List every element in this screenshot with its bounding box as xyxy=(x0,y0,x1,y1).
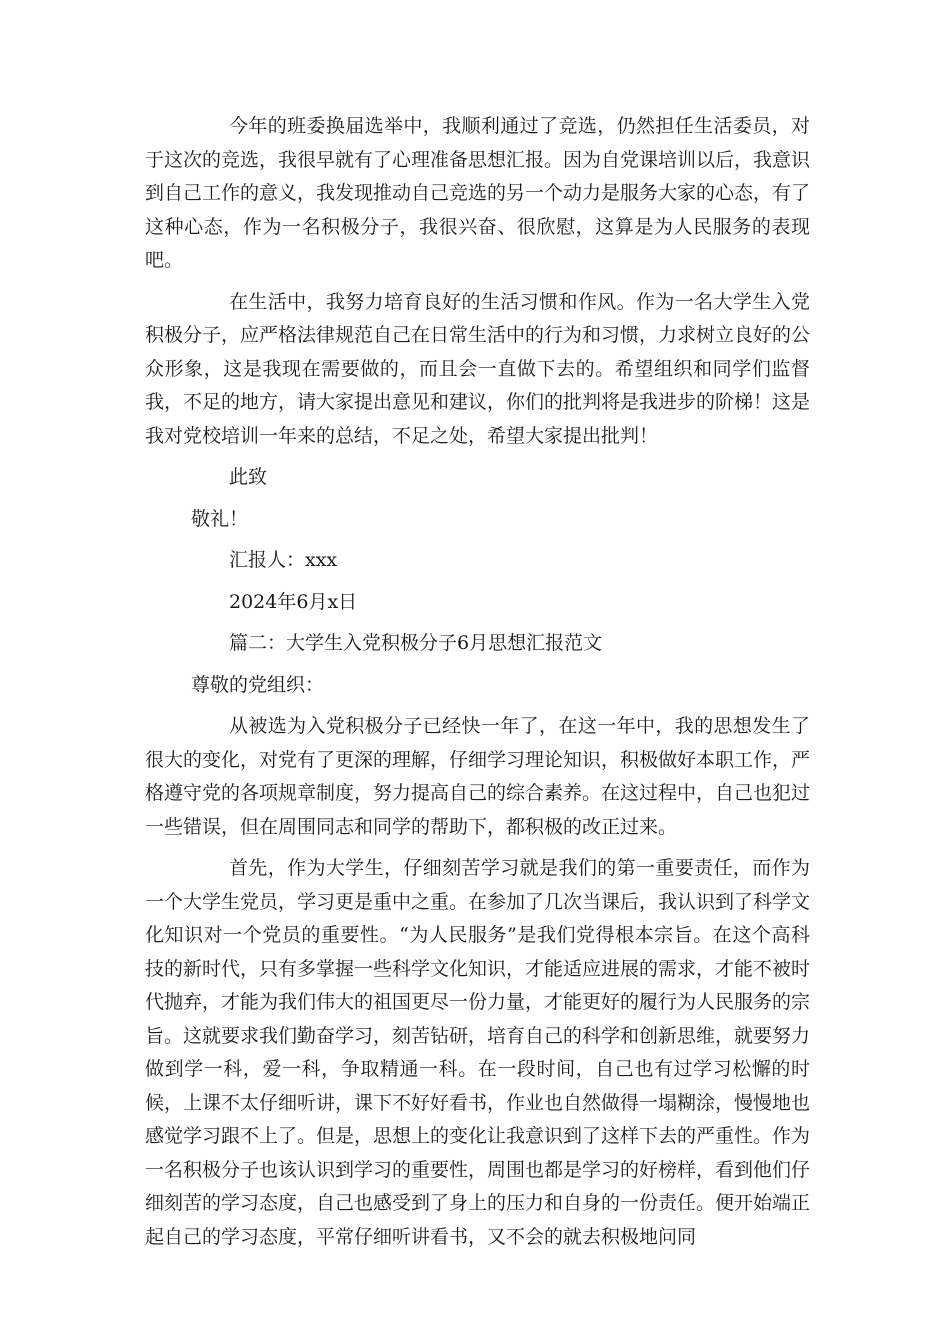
document-body xyxy=(145,110,810,1262)
paragraph-one-year-change: 从被选为入党积极分子已经快一年了，在这一年中，我的思想发生了很大的变化，对党有了更深的理解，仔细学习理论知识，积极做好本职工作，严格遵守党的各项规章制度，努力提高自己的综合素养。在这过程中，自己也犯过一些错误，但在周围同志和同学的帮助下，都积极的改正过来。 xyxy=(145,715,811,838)
report-date: 2024年6月x日 xyxy=(229,590,358,613)
closing-phrase: 此致 xyxy=(229,466,268,488)
section-heading: 篇二：大学生入党积极分子6月思想汇报范文 xyxy=(229,632,603,654)
reporter-signature: 汇报人：xxx xyxy=(229,549,338,571)
paragraph-class-election: 今年的班委换届选举中，我顺利通过了竞选，仍然担任生活委员，对于这次的竞选，我很早就有了心理准备思想汇报。因为自党课培训以后，我意识到自己工作的意义，我发现推动自己竞选的另一个动力是服务大家的心态，有了这种心态，作为一名积极分子，我很兴奋、很欣慰，这算是为人民服务的表现吧。 xyxy=(145,115,811,271)
salutation: 敬礼！ xyxy=(191,507,249,530)
greeting: 尊敬的党组织： xyxy=(191,673,325,696)
paragraph-daily-habits: 在生活中，我努力培育良好的生活习惯和作风。作为一名大学生入党积极分子，应严格法律规范自己在日常生活中的行为和习惯，力求树立良好的公众形象，这是我现在需要做的，而且会一直做下去的。希望组织和同学们监督我，不足的地方，请大家提出意见和建议，你们的批判将是我进步的阶梯！这是我对党校培训一年来的总结，不足之处，希望大家提出批判！ xyxy=(145,290,811,447)
paragraph-study-responsibility: 首先，作为大学生，仔细刻苦学习就是我们的第一重要责任，而作为一个大学生党员，学习更是重中之重。在参加了几次当课后，我认识到了科学文化知识对一个党员的重要性。“为人民服务”是我们党得根本宗旨。在这个高科技的新时代，只有多掌握一些科学文化知识，才能适应进展的需求，才能不被时代抛弃，才能为我们伟大的祖国更尽一份力量，才能更好的履行为人民服务的宗旨。这就要求我们勤奋学习，刻苦钻研，培育自己的科学和创新思维，就要努力做到学一科，爱一科，争取精通一科。在一段时间，自己也有过学习松懈的时候，上课不太仔细听讲，课下不好好看书，作业也自然做得一塌糊涂，慢慢地也感觉学习跟不上了。但是，思想上的变化让我意识到了这样下去的严重性。作为一名积极分子也该认识到学习的重要性，周围也都是学习的好榜样，看到他们仔细刻苦的学习态度，自己也感受到了身上的压力和自身的一份责任。便开始端正起自己的学习态度，平常仔细听讲看书，又不会的就去积极地问同 xyxy=(145,857,811,1248)
